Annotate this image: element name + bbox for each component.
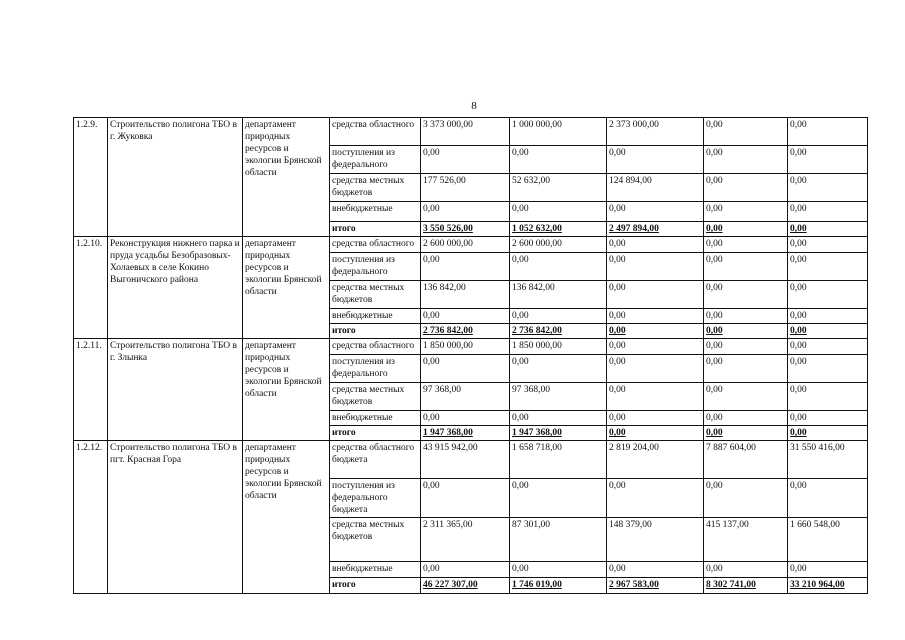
amount-cell: 0,00: [607, 426, 704, 441]
amount-cell: 0,00: [510, 562, 607, 578]
amount-cell: 0,00: [421, 479, 510, 518]
amount-cell: 0,00: [788, 222, 868, 237]
amount-cell: 0,00: [607, 309, 704, 324]
amount-cell: 31 550 416,00: [788, 441, 868, 479]
amount-cell: 0,00: [788, 146, 868, 174]
amount-cell: 0,00: [421, 146, 510, 174]
amount-cell: 0,00: [704, 281, 788, 309]
funding-source: средства областного: [330, 339, 421, 355]
funding-source: внебюджетные: [330, 202, 421, 222]
amount-cell: 33 210 964,00: [788, 578, 868, 594]
amount-cell: 0,00: [607, 562, 704, 578]
amount-cell: 0,00: [788, 339, 868, 355]
amount-cell: 0,00: [788, 562, 868, 578]
amount-cell: 0,00: [421, 309, 510, 324]
item-department: департамент природных ресурсов и экологии Брянской области: [243, 441, 330, 594]
funding-source: поступления из федерального: [330, 355, 421, 383]
amount-cell: 0,00: [421, 355, 510, 383]
amount-cell: 0,00: [607, 202, 704, 222]
amount-cell: 0,00: [704, 237, 788, 253]
amount-cell: 0,00: [788, 426, 868, 441]
amount-cell: 0,00: [607, 479, 704, 518]
amount-cell: 148 379,00: [607, 518, 704, 562]
item-code: 1.2.11.: [74, 339, 108, 441]
item-name: Реконструкция нижнего парка и пруда усадьбы Безобразовых-Холаевых в селе Кокино Выгоничского района: [108, 237, 243, 339]
amount-cell: 1 947 368,00: [510, 426, 607, 441]
table-row: [74, 237, 868, 253]
funding-source: средства областного: [330, 118, 421, 146]
amount-cell: 97 368,00: [510, 383, 607, 411]
amount-cell: 0,00: [704, 202, 788, 222]
amount-cell: 1 947 368,00: [421, 426, 510, 441]
amount-cell: 0,00: [788, 324, 868, 339]
amount-cell: 8 302 741,00: [704, 578, 788, 594]
amount-cell: 0,00: [788, 479, 868, 518]
amount-cell: 0,00: [704, 324, 788, 339]
table-row: [74, 118, 868, 146]
amount-cell: 0,00: [607, 355, 704, 383]
amount-cell: 0,00: [704, 222, 788, 237]
amount-cell: 177 526,00: [421, 174, 510, 202]
amount-cell: 0,00: [788, 174, 868, 202]
amount-cell: 0,00: [788, 281, 868, 309]
amount-cell: 0,00: [607, 281, 704, 309]
amount-cell: 0,00: [704, 146, 788, 174]
amount-cell: 2 373 000,00: [607, 118, 704, 146]
funding-source: средства областного бюджета: [330, 441, 421, 479]
amount-cell: 0,00: [788, 411, 868, 426]
amount-cell: 0,00: [704, 411, 788, 426]
item-name: Строительство полигона ТБО в г. Злынка: [108, 339, 243, 441]
funding-source: внебюджетные: [330, 309, 421, 324]
table-row: [74, 441, 868, 479]
amount-cell: 0,00: [607, 339, 704, 355]
amount-cell: 0,00: [788, 237, 868, 253]
amount-cell: 0,00: [607, 237, 704, 253]
item-department: департамент природных ресурсов и экологии Брянской области: [243, 118, 330, 237]
funding-source: средства местных бюджетов: [330, 518, 421, 562]
amount-cell: 0,00: [510, 411, 607, 426]
item-code: 1.2.10.: [74, 237, 108, 339]
amount-cell: 87 301,00: [510, 518, 607, 562]
amount-cell: 3 550 526,00: [421, 222, 510, 237]
amount-cell: 1 746 019,00: [510, 578, 607, 594]
amount-cell: 0,00: [421, 411, 510, 426]
item-department: департамент природных ресурсов и экологии Брянской области: [243, 237, 330, 339]
funding-source: внебюджетные: [330, 411, 421, 426]
funding-source: средства местных бюджетов: [330, 281, 421, 309]
budget-table: [73, 117, 868, 594]
amount-cell: 0,00: [704, 118, 788, 146]
item-name: Строительство полигона ТБО в г. Жуковка: [108, 118, 243, 237]
item-code: 1.2.12.: [74, 441, 108, 594]
amount-cell: 1 660 548,00: [788, 518, 868, 562]
item-name: Строительство полигона ТБО в пгт. Красная Гора: [108, 441, 243, 594]
funding-source: поступления из федерального: [330, 146, 421, 174]
amount-cell: 136 842,00: [421, 281, 510, 309]
amount-cell: 43 915 942,00: [421, 441, 510, 479]
amount-cell: 0,00: [421, 562, 510, 578]
amount-cell: 0,00: [788, 309, 868, 324]
amount-cell: 3 373 000,00: [421, 118, 510, 146]
amount-cell: 1 850 000,00: [421, 339, 510, 355]
amount-cell: 1 850 000,00: [510, 339, 607, 355]
amount-cell: 0,00: [607, 253, 704, 281]
amount-cell: 124 894,00: [607, 174, 704, 202]
amount-cell: 0,00: [704, 479, 788, 518]
amount-cell: 0,00: [704, 383, 788, 411]
amount-cell: 2 967 583,00: [607, 578, 704, 594]
amount-cell: 136 842,00: [510, 281, 607, 309]
funding-source: поступления из федерального: [330, 253, 421, 281]
item-department: департамент природных ресурсов и экологии Брянской области: [243, 339, 330, 441]
amount-cell: 52 632,00: [510, 174, 607, 202]
amount-cell: 0,00: [510, 309, 607, 324]
amount-cell: 0,00: [510, 355, 607, 383]
amount-cell: 0,00: [788, 355, 868, 383]
amount-cell: 2 736 842,00: [421, 324, 510, 339]
funding-source: итого: [330, 578, 421, 594]
amount-cell: 0,00: [421, 202, 510, 222]
amount-cell: 0,00: [510, 146, 607, 174]
funding-source: итого: [330, 324, 421, 339]
funding-source: поступления из федерального бюджета: [330, 479, 421, 518]
amount-cell: 2 497 894,00: [607, 222, 704, 237]
amount-cell: 1 658 718,00: [510, 441, 607, 479]
amount-cell: 2 819 204,00: [607, 441, 704, 479]
amount-cell: 0,00: [421, 253, 510, 281]
amount-cell: 0,00: [788, 202, 868, 222]
amount-cell: 0,00: [704, 339, 788, 355]
funding-source: итого: [330, 426, 421, 441]
amount-cell: 2 600 000,00: [421, 237, 510, 253]
funding-source: внебюджетные: [330, 562, 421, 578]
amount-cell: 1 000 000,00: [510, 118, 607, 146]
amount-cell: 0,00: [704, 355, 788, 383]
amount-cell: 2 311 365,00: [421, 518, 510, 562]
amount-cell: 46 227 307,00: [421, 578, 510, 594]
amount-cell: 1 052 632,00: [510, 222, 607, 237]
amount-cell: 0,00: [607, 383, 704, 411]
amount-cell: 0,00: [788, 253, 868, 281]
funding-source: средства местных бюджетов: [330, 383, 421, 411]
funding-source: средства областного: [330, 237, 421, 253]
amount-cell: 0,00: [607, 411, 704, 426]
amount-cell: 0,00: [704, 309, 788, 324]
page-number: 8: [471, 100, 477, 112]
table-row: [74, 339, 868, 355]
amount-cell: 415 137,00: [704, 518, 788, 562]
amount-cell: 97 368,00: [421, 383, 510, 411]
amount-cell: 0,00: [704, 253, 788, 281]
amount-cell: 0,00: [510, 479, 607, 518]
amount-cell: 0,00: [510, 202, 607, 222]
amount-cell: 2 736 842,00: [510, 324, 607, 339]
amount-cell: 0,00: [704, 174, 788, 202]
amount-cell: 2 600 000,00: [510, 237, 607, 253]
amount-cell: 0,00: [607, 146, 704, 174]
amount-cell: 0,00: [607, 324, 704, 339]
amount-cell: 0,00: [704, 562, 788, 578]
amount-cell: 0,00: [788, 383, 868, 411]
funding-source: средства местных бюджетов: [330, 174, 421, 202]
amount-cell: 0,00: [704, 426, 788, 441]
item-code: 1.2.9.: [74, 118, 108, 237]
amount-cell: 0,00: [510, 253, 607, 281]
funding-source: итого: [330, 222, 421, 237]
amount-cell: 7 887 604,00: [704, 441, 788, 479]
amount-cell: 0,00: [788, 118, 868, 146]
